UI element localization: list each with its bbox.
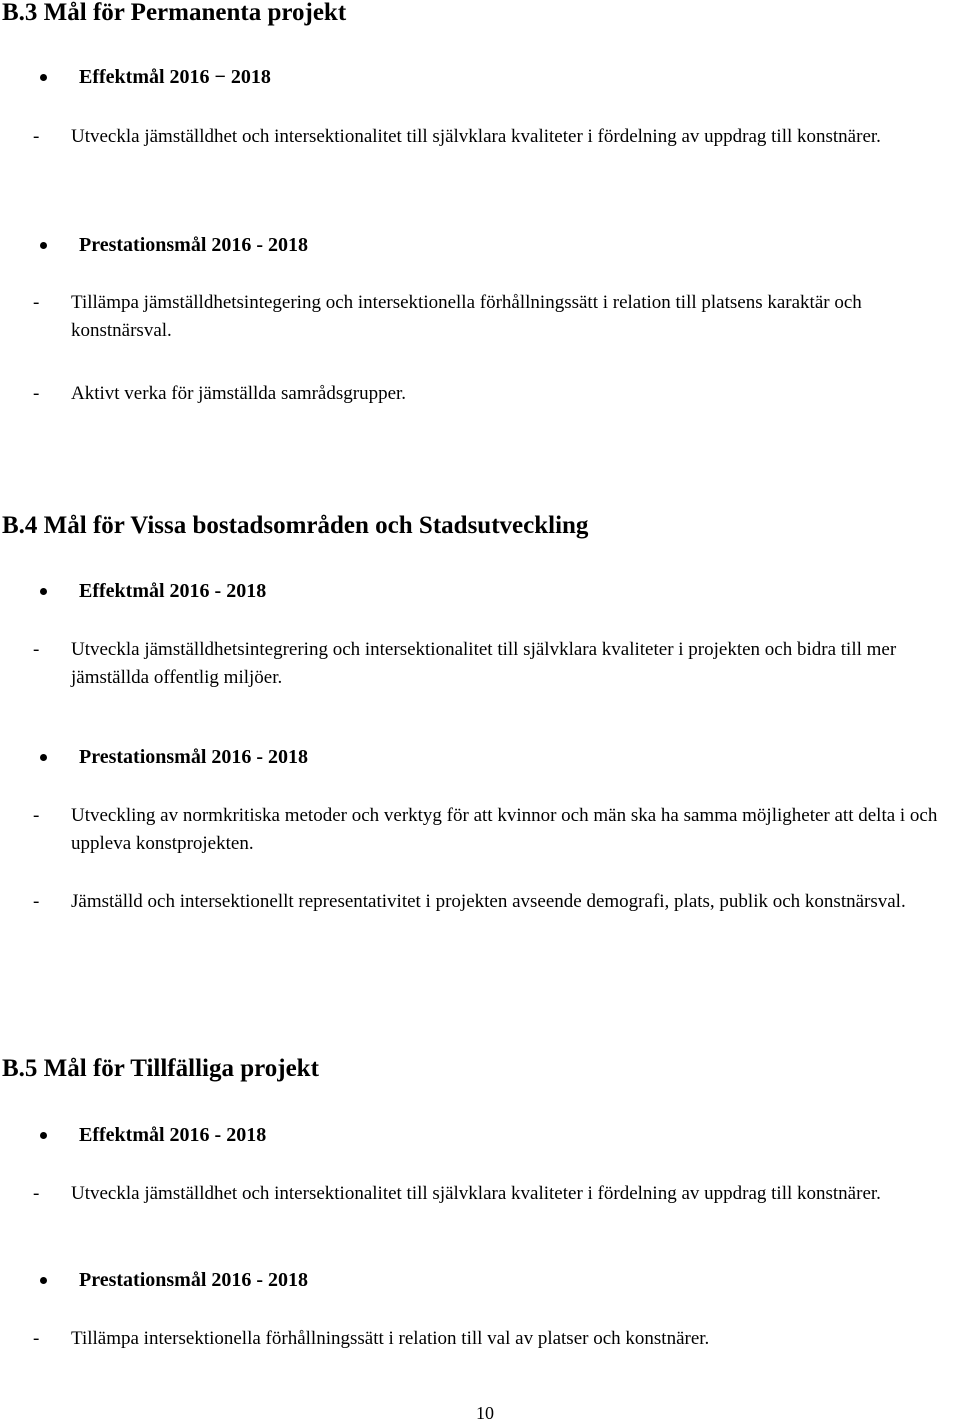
goal-item	[33, 123, 960, 151]
goal-bullet-prestationsmal-b5	[40, 1267, 308, 1293]
goal-bullet-prestationsmal-b3	[40, 232, 308, 258]
dash-marker: -	[33, 639, 40, 660]
goal-title: Effektmål 2016 - 2018	[79, 1124, 267, 1146]
goal-item	[33, 636, 960, 692]
goal-bullet-effektmal-b5	[40, 1122, 266, 1148]
bullet-dot-icon	[40, 1132, 47, 1139]
goal-bullet-prestationsmal-b4	[40, 744, 308, 770]
goal-item	[33, 802, 960, 858]
dash-marker: -	[33, 292, 40, 313]
dash-marker: -	[33, 891, 40, 912]
section-heading-b3: B.3 Mål för Permanenta projekt	[2, 0, 347, 26]
goal-item	[33, 289, 960, 345]
goal-title: Prestationsmål 2016 - 2018	[79, 234, 309, 256]
goal-bullet-effektmal-b4	[40, 578, 266, 604]
bullet-dot-icon	[40, 242, 47, 249]
goal-title: Effektmål 2016 − 2018	[79, 66, 271, 88]
goal-item-text: Utveckla jämställdhetsintegrering och intersektionalitet till självklara kvaliteter i projekten och bidra till mer jämställda offentlig miljöer.	[71, 639, 897, 688]
dash-marker: -	[33, 1328, 40, 1349]
bullet-dot-icon	[40, 74, 47, 81]
goal-item-text: Jämställd och intersektionellt representativitet i projekten avseende demografi, plats, publik och konstnärsval.	[71, 891, 906, 912]
dash-marker: -	[33, 126, 40, 147]
goal-item-text: Tillämpa intersektionella förhållningssätt i relation till val av platser och konstnärer.	[71, 1328, 710, 1349]
goal-title: Prestationsmål 2016 - 2018	[79, 746, 309, 768]
goal-title: Effektmål 2016 - 2018	[79, 580, 267, 602]
bullet-dot-icon	[40, 754, 47, 761]
goal-item	[33, 1325, 960, 1353]
goal-item	[33, 1180, 960, 1208]
goal-bullet-effektmal-b3	[40, 64, 271, 90]
section-heading-b4: B.4 Mål för Vissa bostadsområden och Stadsutveckling	[2, 512, 589, 539]
goal-item	[33, 888, 960, 916]
dash-marker: -	[33, 805, 40, 826]
goal-item	[33, 380, 960, 408]
goal-item-text: Utveckla jämställdhet och intersektionalitet till självklara kvaliteter i fördelning av uppdrag till konstnärer.	[71, 126, 881, 147]
goal-item-text: Tillämpa jämställdhetsintegering och intersektionella förhållningssätt i relation till platsens karaktär och konstnärsval.	[71, 292, 862, 341]
goal-item-text: Utveckla jämställdhet och intersektionalitet till självklara kvaliteter i fördelning av uppdrag till konstnärer.	[71, 1183, 881, 1204]
goal-item-text: Aktivt verka för jämställda samrådsgrupper.	[71, 383, 407, 404]
bullet-dot-icon	[40, 588, 47, 595]
goal-title: Prestationsmål 2016 - 2018	[79, 1269, 309, 1291]
page-number: 10	[476, 1403, 494, 1423]
goal-item-text: Utveckling av normkritiska metoder och verktyg för att kvinnor och män ska ha samma möjligheter att delta i och uppleva konstprojekten.	[71, 805, 938, 854]
section-heading-b5: B.5 Mål för Tillfälliga projekt	[2, 1055, 319, 1082]
dash-marker: -	[33, 1183, 40, 1204]
bullet-dot-icon	[40, 1277, 47, 1284]
dash-marker: -	[33, 383, 40, 404]
